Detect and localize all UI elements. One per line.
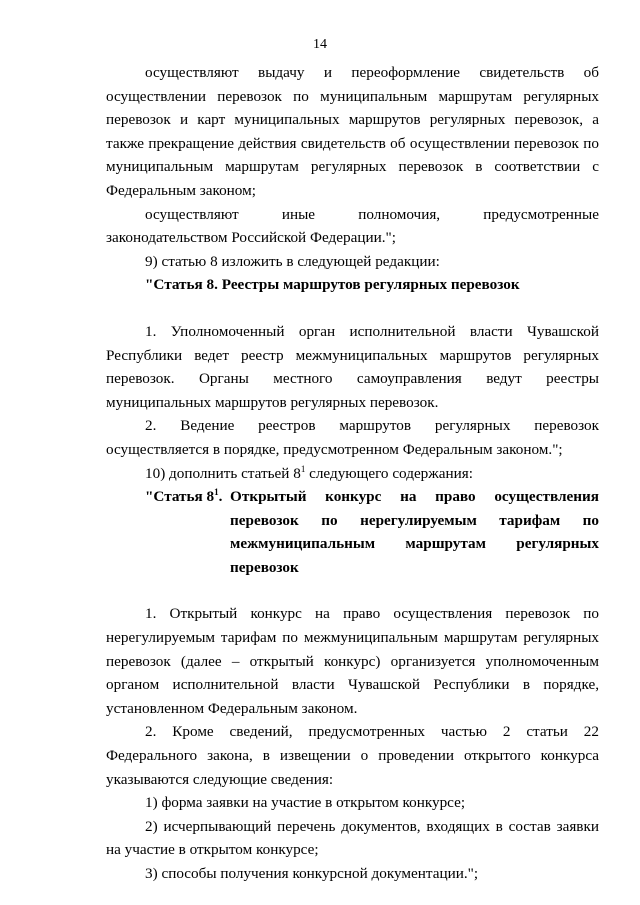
page-number: 14 bbox=[313, 37, 327, 52]
paragraph: 1. Уполномоченный орган исполнительной власти Чувашской Республики ведет реестр межмуниципальных маршрутов регулярных перевозок. Органы местного самоуправления ведут реестры муниципальных маршрутов регулярных перевозок. bbox=[106, 322, 599, 411]
paragraph: 1. Открытый конкурс на право осуществления перевозок по нерегулируемым тарифам по межмуниципальным маршрутам регулярных перевозок (далее – открытый конкурс) организуется уполномоченным органом исполнительной власти Чувашской Республики в порядке, установленном Федеральным законом. bbox=[106, 605, 599, 717]
superscript: 1 bbox=[300, 463, 306, 474]
spacer bbox=[106, 579, 599, 602]
paragraph: осуществляют выдачу и переоформление свидетельств об осуществлении перевозок по муниципальным маршрутам регулярных перевозок и карт муниципальных маршрутов регулярных перевозок, а также прекращение действия свидетельств об осуществлении перевозок по муниципальным маршрутам регулярных перевозок в соответствии с Федеральным законом; bbox=[106, 64, 599, 199]
spacer bbox=[106, 297, 599, 320]
article-8-1-label bbox=[106, 485, 230, 579]
paragraph: 2. Ведение реестров маршрутов регулярных перевозок осуществляется в порядке, предусмотренном Федеральным законом."; bbox=[106, 417, 599, 458]
text-run: . bbox=[218, 488, 231, 506]
paragraph bbox=[106, 462, 599, 486]
paragraph: 2) исчерпывающий перечень документов, входящих в состав заявки на участие в открытом конкурсе; bbox=[106, 817, 599, 859]
text-run: следующего содержания: bbox=[305, 464, 473, 482]
article-8-heading: "Статья 8. Реестры маршрутов регулярных перевозок bbox=[145, 276, 520, 294]
paragraph: 1) форма заявки на участие в открытом конкурсе; bbox=[145, 794, 466, 812]
superscript: 1 bbox=[214, 487, 219, 498]
paragraph: 3) способы получения конкурсной документации."; bbox=[145, 865, 479, 882]
paragraph: 2. Кроме сведений, предусмотренных частью 2 статьи 22 Федерального закона, в извещении о проведении открытого конкурса указываются следующие сведения: bbox=[106, 723, 599, 788]
paragraph: осуществляют иные полномочия, предусмотренные законодательством Российской Федерации."; bbox=[106, 205, 599, 247]
paragraph: 9) статью 8 изложить в следующей редакции: bbox=[145, 252, 440, 270]
article-8-1-title: Открытый конкурс на право осуществления перевозок по нерегулируемым тарифам по межмуниципальным маршрутам регулярных перевозок bbox=[230, 488, 599, 576]
text-run: "Статья 8 bbox=[145, 488, 215, 506]
document-body bbox=[106, 61, 599, 886]
text-run: 10) дополнить статьей 8 bbox=[145, 464, 301, 482]
article-8-1-heading bbox=[106, 485, 599, 579]
